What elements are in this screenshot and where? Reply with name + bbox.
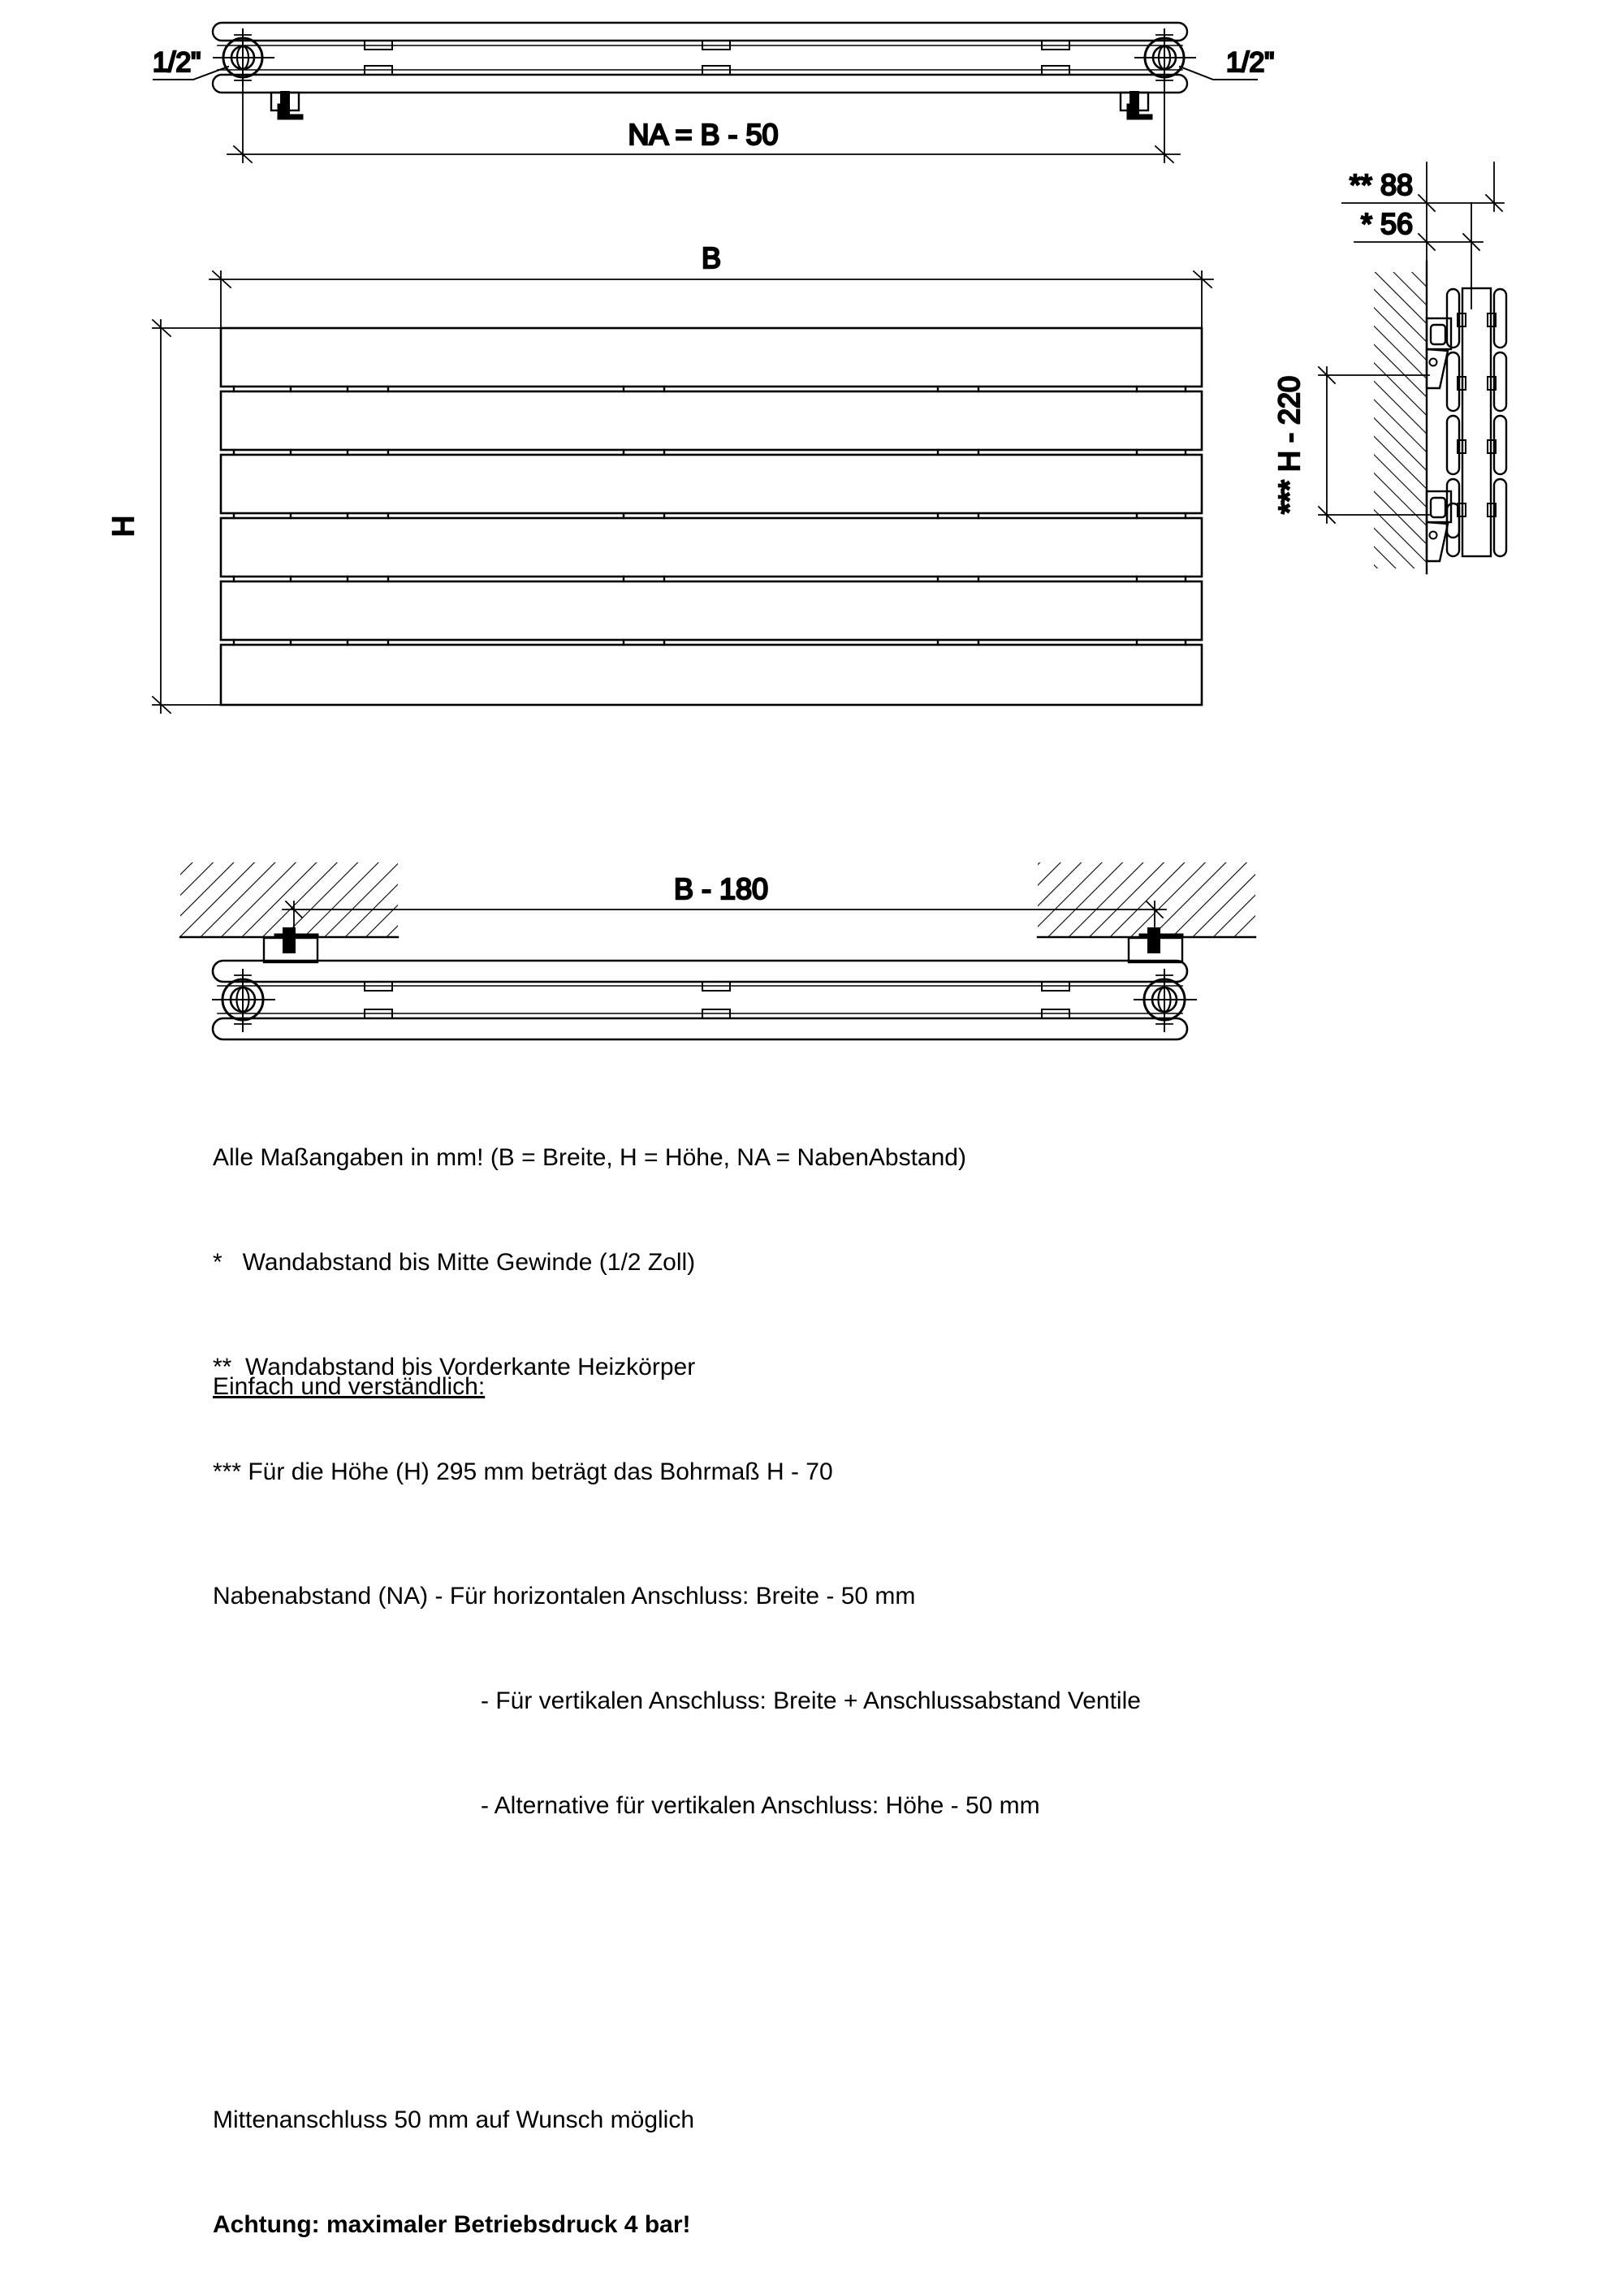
front-view-width-label: B <box>701 241 722 274</box>
front-view-dimension-B <box>209 271 1213 341</box>
top-view-valve-left <box>214 29 274 86</box>
legend-line-1: * Wandabstand bis Mitte Gewinde (1/2 Zoll) <box>213 1249 696 1276</box>
center-connection-note: Mittenanschluss 50 mm auf Wunsch möglich <box>213 2106 695 2133</box>
legend-line-2: ** Wandabstand bis Vorderkante Heizkörper <box>213 1354 696 1380</box>
front-panel-1 <box>221 328 1202 387</box>
front-view-group <box>106 241 1213 713</box>
top-view-dimension-label: NA = B - 50 <box>628 118 779 151</box>
pressure-warning: Achtung: maximaler Betriebsdruck 4 bar! <box>213 2211 691 2238</box>
top-view-upper-tube <box>213 23 1187 41</box>
bottom-view-valve-right <box>1134 970 1196 1031</box>
bottom-view-wall-left <box>180 862 398 937</box>
explanation-notes <box>213 1299 1141 2277</box>
section-heading: Einfach und verständlich: <box>213 1373 486 1400</box>
side-view-depth-inner-label: * 56 <box>1360 207 1413 240</box>
front-panel-3 <box>221 455 1202 513</box>
hub-distance-label: Nabenabstand (NA) <box>213 1583 429 1609</box>
bottom-view-upper-tube <box>213 961 1187 982</box>
top-view-group <box>153 23 1274 162</box>
front-panel-2 <box>221 391 1202 450</box>
bottom-view-valve-left <box>213 970 274 1031</box>
side-view-drill-label: *** H - 220 <box>1272 375 1306 515</box>
side-view-depth-outer-label: ** 88 <box>1349 168 1413 201</box>
top-view-right-connection-label: 1/2" <box>1226 47 1275 78</box>
top-view-wall-bracket-left <box>271 91 300 117</box>
bottom-view-dimension-label: B - 180 <box>673 872 769 905</box>
top-view-left-connection-label: 1/2" <box>153 47 201 78</box>
bottom-view-lower-tube <box>213 1018 1187 1039</box>
top-view-wall-bracket-right <box>1121 91 1150 117</box>
hub-distance-line-2: - Alternative für vertikalen Anschluss: Höhe - 50 mm <box>481 1792 1040 1819</box>
side-view-group <box>1272 162 1506 573</box>
bottom-view-group <box>180 862 1255 1039</box>
side-view-wall <box>1374 261 1427 573</box>
hub-distance-line-1: - Für vertikalen Anschluss: Breite + Anschlussabstand Ventile <box>481 1687 1141 1714</box>
front-view-height-label: H <box>106 516 140 537</box>
front-view-panel-connectors <box>234 387 1186 645</box>
hub-distance-line-0: - Für horizontalen Anschluss: Breite - 50 mm <box>428 1583 916 1609</box>
front-panel-5 <box>221 581 1202 640</box>
front-panel-6 <box>221 645 1202 705</box>
legend-line-0: Alle Maßangaben in mm! (B = Breite, H = Höhe, NA = NabenAbstand) <box>213 1144 966 1171</box>
front-panel-4 <box>221 518 1202 577</box>
bottom-view-wall-right <box>1038 862 1255 937</box>
front-view-panels <box>221 328 1202 705</box>
legend-line-3: *** Für die Höhe (H) 295 mm beträgt das Bohrmaß H - 70 <box>213 1458 833 1485</box>
top-view-lower-tube <box>213 75 1187 93</box>
side-view-radiator-body <box>1462 288 1491 556</box>
top-view-valve-right <box>1135 29 1195 86</box>
front-view-dimension-H <box>153 320 235 713</box>
